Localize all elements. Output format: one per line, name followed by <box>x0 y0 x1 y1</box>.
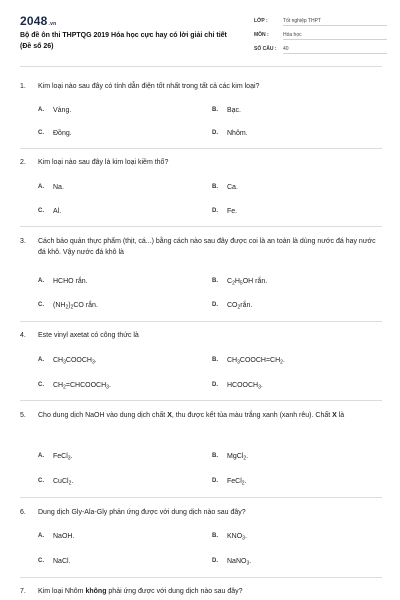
option-label: D. <box>212 130 218 136</box>
option-text: Fe. <box>227 208 238 215</box>
option-text: Nhôm. <box>227 130 248 137</box>
option-label: C. <box>38 130 44 136</box>
option-text: $HCOOCH_3$. <box>227 382 263 391</box>
option-label: A. <box>38 184 44 190</box>
meta-class-value: Tốt nghiệp THPT <box>283 18 387 26</box>
option-text: MgCl$_2$. <box>227 453 249 462</box>
option-label: B. <box>212 184 218 190</box>
option-text: Na. <box>53 184 64 191</box>
header-divider <box>20 66 382 67</box>
option-label: C. <box>38 478 44 484</box>
option-text: Đồng. <box>53 130 72 137</box>
option-text: Bạc. <box>227 107 242 114</box>
option-label: A. <box>38 453 44 459</box>
option-label: B. <box>212 278 218 284</box>
option-text: $C_2H_5OH$ rắn. <box>227 278 268 287</box>
question-number: 7. <box>20 588 26 595</box>
option-text: $(NH_2)_2CO$ rắn. <box>53 302 98 311</box>
option-label: B. <box>212 533 218 539</box>
option-label: A. <box>38 533 44 539</box>
option-label: A. <box>38 357 44 363</box>
option-label: B. <box>212 107 218 113</box>
option-text: NaNO$_3$. <box>227 558 252 567</box>
meta-count-value: 40 <box>283 46 387 54</box>
question-divider <box>20 497 382 498</box>
question-divider <box>20 226 382 227</box>
question-divider <box>20 577 382 578</box>
option-text: Vàng. <box>53 107 72 114</box>
question-number: 6. <box>20 509 26 516</box>
option-text: FeCl$_3$. <box>53 453 73 462</box>
option-text: Ca. <box>227 184 238 191</box>
option-text: CuCl$_2$. <box>53 478 74 487</box>
question-number: 3. <box>20 238 26 245</box>
option-label: A. <box>38 278 44 284</box>
question-number: 5. <box>20 412 26 419</box>
question-text: Kim loại nào sau đây có tính dẫn điện tốt nhất trong tất cả các kim loại? <box>38 83 260 90</box>
option-text: HCHO rắn. <box>53 278 88 285</box>
option-label: D. <box>212 478 218 484</box>
option-label: D. <box>212 558 218 564</box>
question-text: Cho dung dịch NaOH vào dung dịch chất X, thu được kết tủa màu trắng xanh (xanh rêu). Chất X là <box>38 412 345 419</box>
option-label: C. <box>38 558 44 564</box>
option-label: A. <box>38 107 44 113</box>
question-number: 2. <box>20 159 26 166</box>
option-label: D. <box>212 302 218 308</box>
option-text: $CH_2=CHCOOCH_3$. <box>53 382 111 391</box>
document-title: Bộ đề ôn thi THPTQG 2019 Hóa học cực hay có lời giải chi tiết (Đề số 26) <box>20 32 227 50</box>
question-divider <box>20 148 382 149</box>
question-text: Kim loại Nhôm không phải ứng được với dung dịch nào sau đây? <box>38 588 243 595</box>
meta-subject-label: MÔN : <box>254 32 269 38</box>
option-text: Al. <box>53 208 62 215</box>
option-text: $CH_3COOCH_3$. <box>53 357 97 366</box>
question-text: Dung dịch Gly-Ala-Gly phản ứng được với dung dịch nào sau đây? <box>38 509 246 516</box>
question-divider <box>20 400 382 401</box>
question-text: Este vinyl axetat có công thức là <box>38 332 139 339</box>
option-label: B. <box>212 453 218 459</box>
question-text: Kim loại nào sau đây là kim loại kiềm thổ? <box>38 159 169 166</box>
option-text: $KNO_3$. <box>227 533 247 542</box>
option-text: NaOH. <box>53 533 75 540</box>
option-text: $CH_3COOCH=CH_2$. <box>227 357 285 366</box>
option-label: B. <box>212 357 218 363</box>
site-logo[interactable] <box>20 14 56 28</box>
option-text: FeCl$_2$. <box>227 478 247 487</box>
question-text: Cách bảo quản thực phẩm (thịt, cá...) bằng cách nào sau đây được coi là an toàn là dùng nước đá hay nước đá khô. Vậy nước đá khô là <box>38 238 376 256</box>
option-text: NaCl. <box>53 558 71 565</box>
meta-subject-value: Hóa học <box>283 32 387 40</box>
question-divider <box>20 321 382 322</box>
option-label: C. <box>38 208 44 214</box>
logo-main: 2048 <box>20 14 48 28</box>
option-label: C. <box>38 302 44 308</box>
option-label: C. <box>38 382 44 388</box>
meta-count-label: SỐ CÂU : <box>254 46 277 52</box>
option-text: $CO_2rắn$. <box>227 302 253 311</box>
logo-suffix: .vn <box>48 21 57 27</box>
question-number: 4. <box>20 332 26 339</box>
option-label: D. <box>212 382 218 388</box>
question-number: 1. <box>20 83 26 90</box>
meta-class-label: LỚP : <box>254 18 268 24</box>
option-label: D. <box>212 208 218 214</box>
